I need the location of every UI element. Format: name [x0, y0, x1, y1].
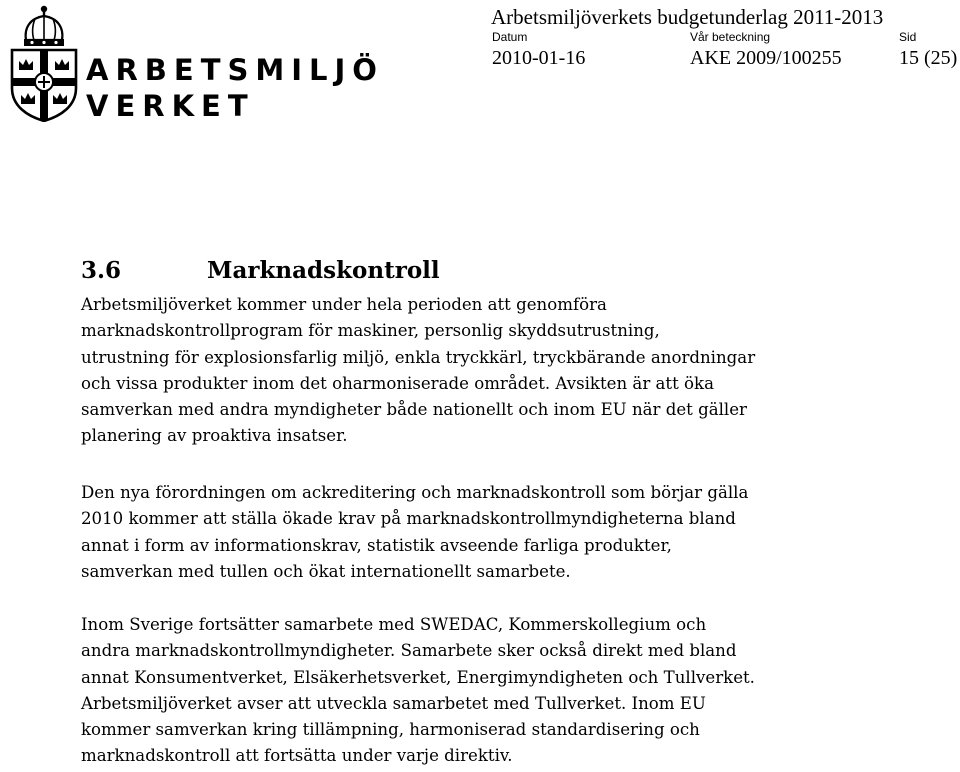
paragraph-line: Arbetsmiljöverket kommer under hela perioden att genomföra	[81, 295, 607, 314]
paragraph-line: 2010 kommer att ställa ökade krav på marknadskontrollmyndigheterna bland	[81, 509, 736, 529]
page-label: Sid	[899, 30, 917, 44]
meta-labels	[491, 30, 956, 44]
paragraph-line: marknadskontrollprogram för maskiner, personlig skyddsutrustning,	[81, 321, 660, 341]
paragraph-line: Den nya förordningen om ackreditering och marknadskontroll som börjar gälla	[81, 483, 749, 502]
paragraph-line: planering av proaktiva insatser.	[81, 426, 348, 446]
paragraph-line: Arbetsmiljöverket avser att utveckla samarbetet med Tullverket. Inom EU	[81, 693, 706, 713]
paragraph-line: andra marknadskontrollmyndigheter. Samarbete sker också direkt med bland	[81, 641, 737, 661]
paragraph-line: kommer samverkan kring tillämpning, harmoniserad standardisering och	[81, 720, 700, 740]
meta-values	[491, 45, 956, 71]
paragraph-2	[81, 480, 949, 585]
paragraph-line: samverkan med andra myndigheter både nationellt och inom EU när det gäller	[81, 400, 747, 420]
paragraph-line: och vissa produkter inom det oharmoniserade området. Avsikten är att öka	[81, 373, 714, 393]
section-number: 3.6	[81, 257, 122, 284]
logo-text-line-1: ARBETSMILJÖ	[86, 53, 384, 87]
paragraph-line: samverkan med tullen och ökat internationellt samarbete.	[81, 561, 571, 581]
paragraph-line: annat Konsumentverket, Elsäkerhetsverket, Energimyndigheten och Tullverket.	[81, 667, 755, 687]
paragraph-3	[81, 612, 949, 770]
date-value: 2010-01-16	[492, 47, 586, 69]
paragraph-line: Inom Sverige fortsätter samarbete med SWEDAC, Kommerskollegium och	[81, 615, 707, 634]
document-title: Arbetsmiljöverkets budgetunderlag 2011-2013	[491, 5, 884, 29]
page-value: 15 (25)	[899, 47, 958, 69]
logo-text-line-2: VERKET	[86, 89, 255, 123]
section-title: Marknadskontroll	[207, 257, 440, 284]
section-heading	[81, 256, 440, 286]
paragraph-line: marknadskontroll att fortsätta under varje direktiv.	[81, 746, 513, 766]
document-header	[491, 4, 956, 71]
paragraph-line: utrustning för explosionsfarlig miljö, enkla tryckkärl, tryckbärande anordningar	[81, 347, 756, 367]
paragraph-1	[81, 292, 949, 450]
paragraph-line: annat i form av informationskrav, statistik avseende farliga produkter,	[81, 535, 672, 555]
reference-label: Vår beteckning	[690, 30, 771, 44]
royal-crown-shield-crest-icon	[6, 4, 82, 122]
date-label: Datum	[492, 30, 528, 44]
agency-logo	[6, 4, 384, 123]
reference-value: AKE 2009/100255	[690, 47, 842, 69]
